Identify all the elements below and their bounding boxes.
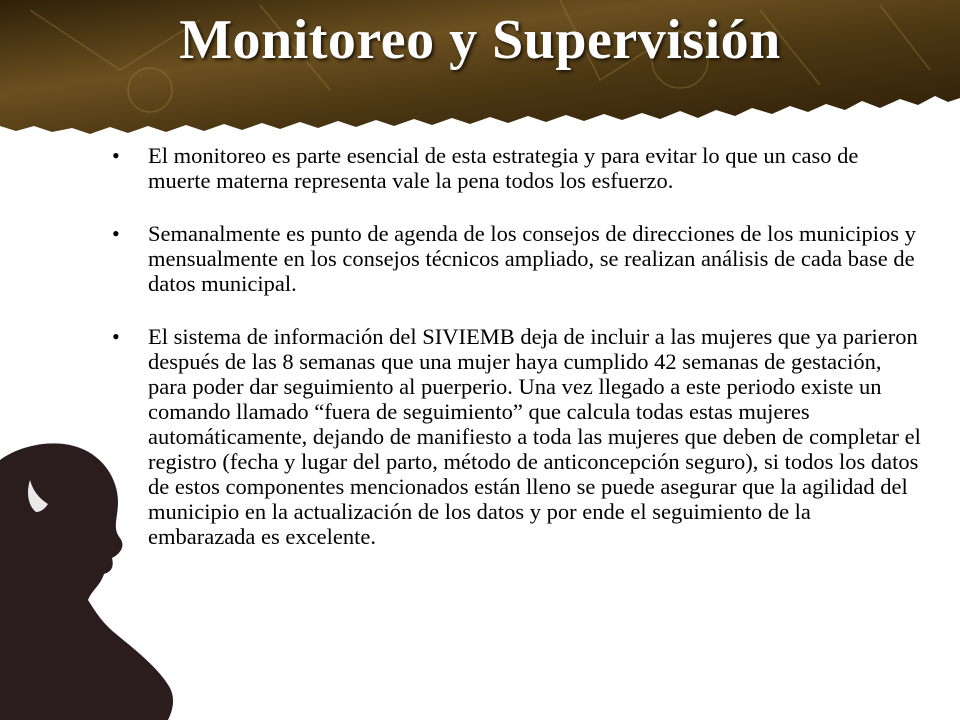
bullet-text: El sistema de información del SIVIEMB deja de incluir a las mujeres que ya parieron después de las 8 semanas que una mujer haya cumplido 42 semanas de gestación, para poder dar seguimiento al puerperio. Una vez llegado a este periodo existe un comando llamado “fuera de seguimiento” que calcula todas estas mujeres automáticamente, dejando de manifiesto a toda las mujeres que deben de completar el registro (fecha y lugar del parto, método de anticoncepción seguro), si todos los datos de estos componentes mencionados están lleno se puede asegurar que la agilidad del municipio en la actualización de los datos y por ende el seguimiento de la embarazada es excelente. [148, 324, 921, 549]
bullet-marker: • [112, 324, 120, 349]
bullet-marker: • [112, 221, 120, 246]
title-banner [0, 0, 960, 140]
bullet-item [112, 143, 922, 193]
bullet-marker: • [112, 143, 120, 168]
bullet-list [112, 143, 922, 577]
bullet-item [112, 221, 922, 296]
bullet-text: Semanalmente es punto de agenda de los consejos de direcciones de los municipios y mensualmente en los consejos técnicos ampliado, se realizan análisis de cada base de datos municipal. [148, 221, 916, 296]
bullet-text: El monitoreo es parte esencial de esta estrategia y para evitar lo que un caso de muerte materna representa vale la pena todos los esfuerzo. [148, 143, 859, 193]
bullet-item [112, 324, 922, 549]
page-title: Monitoreo y Supervisión [179, 9, 781, 71]
